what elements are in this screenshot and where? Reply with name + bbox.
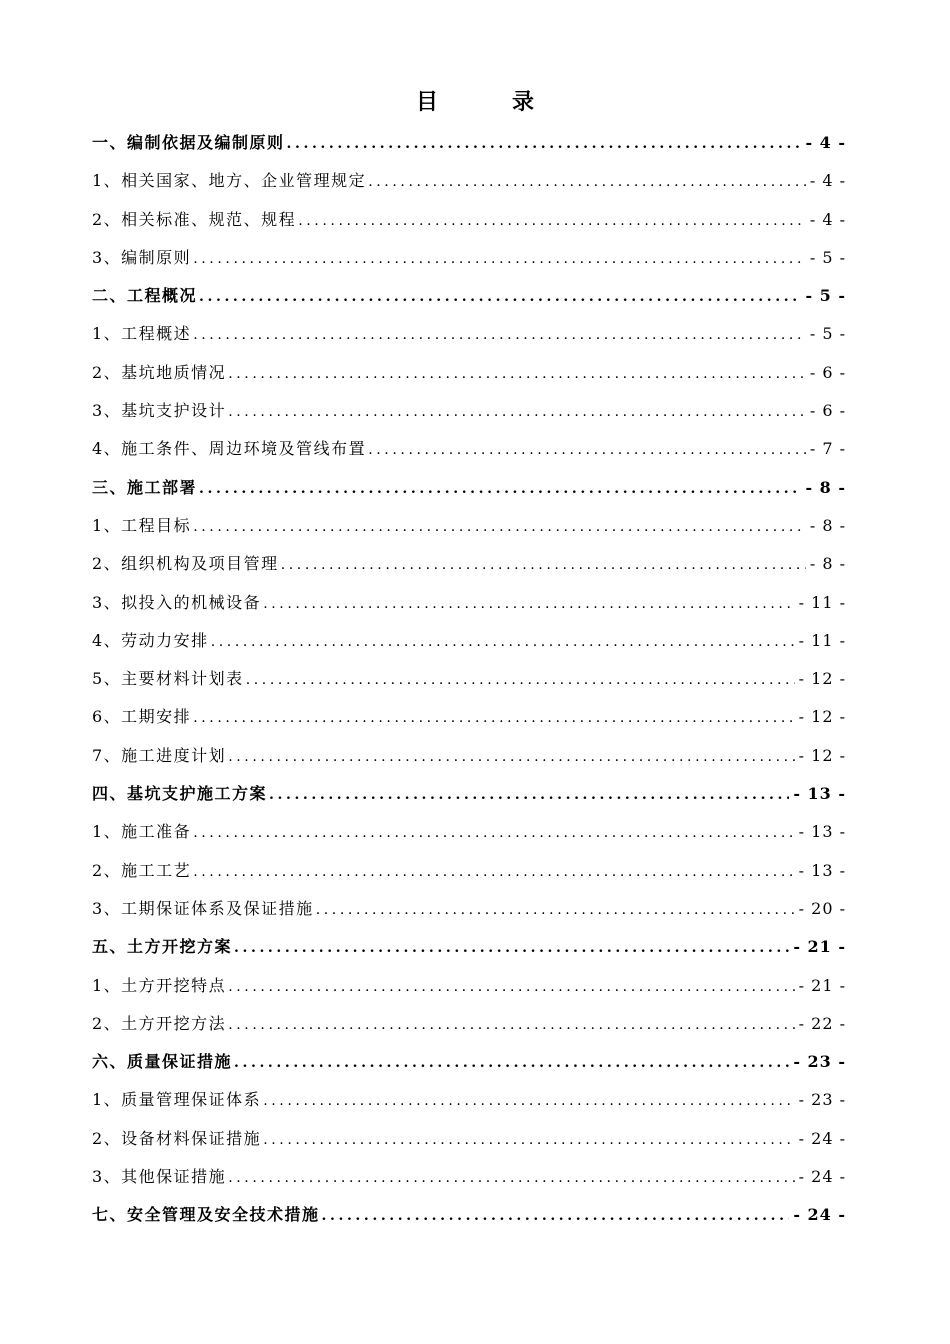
dot-leader: [316, 891, 795, 929]
dot-leader: [287, 125, 802, 163]
toc-subsection-entry[interactable]: [92, 507, 846, 545]
toc-subsection-entry[interactable]: [92, 1005, 846, 1043]
toc-page-number: - 21 -: [793, 937, 846, 957]
dot-leader: [228, 355, 806, 393]
dot-leader: [228, 1006, 794, 1044]
toc-page-number: - 23 -: [798, 1090, 846, 1110]
toc-entry-label: 1、质量管理保证体系: [92, 1090, 262, 1110]
toc-page-number: - 4 -: [809, 171, 846, 191]
toc-subsection-entry[interactable]: [92, 584, 846, 622]
toc-subsection-entry[interactable]: [92, 239, 846, 277]
toc-section-entry[interactable]: [92, 1043, 846, 1081]
toc-page-number: - 5 -: [809, 324, 846, 344]
toc-section-entry[interactable]: [92, 124, 846, 162]
toc-entry-label: 2、相关标准、规范、规程: [92, 209, 297, 229]
toc-entry-label: 2、组织机构及项目管理: [92, 554, 279, 574]
toc-entry-label: 五、土方开挖方案: [92, 937, 233, 957]
toc-entry-label: 2、土方开挖方法: [92, 1013, 227, 1033]
toc-entry-label: 六、质量保证措施: [92, 1052, 233, 1072]
toc-page-number: - 13 -: [798, 822, 846, 842]
toc-section-entry[interactable]: [92, 469, 846, 507]
toc-page-number: - 12 -: [798, 745, 846, 765]
dot-leader: [263, 585, 794, 623]
toc-page-number: - 11 -: [798, 630, 846, 650]
dot-leader: [263, 1121, 794, 1159]
toc-subsection-entry[interactable]: [92, 660, 846, 698]
dot-leader: [199, 470, 801, 508]
dot-leader: [246, 661, 795, 699]
toc-entry-label: 3、基坑支护设计: [92, 401, 227, 421]
toc-entry-label: 2、施工工艺: [92, 860, 192, 880]
toc-page-number: - 8 -: [809, 554, 846, 574]
toc-subsection-entry[interactable]: [92, 201, 846, 239]
toc-page-number: - 21 -: [798, 975, 846, 995]
dot-leader: [281, 546, 806, 584]
toc-subsection-entry[interactable]: [92, 354, 846, 392]
toc-entry-label: 2、设备材料保证措施: [92, 1128, 262, 1148]
dot-leader: [228, 393, 806, 431]
toc-page-number: - 8 -: [805, 477, 846, 497]
toc-page-number: - 24 -: [798, 1167, 846, 1187]
dot-leader: [234, 929, 789, 967]
dot-leader: [322, 1197, 790, 1235]
dot-leader: [228, 738, 794, 776]
toc-entry-label: 7、施工进度计划: [92, 745, 227, 765]
toc-page-number: - 6 -: [809, 362, 846, 382]
toc-page-number: - 7 -: [809, 439, 846, 459]
toc-entry-label: 4、施工条件、周边环境及管线布置: [92, 439, 367, 459]
toc-entry-label: 4、劳动力安排: [92, 630, 209, 650]
dot-leader: [211, 623, 795, 661]
toc-entry-label: 3、拟投入的机械设备: [92, 592, 262, 612]
toc-subsection-entry[interactable]: [92, 315, 846, 353]
toc-page-number: - 12 -: [798, 707, 846, 727]
dot-leader: [193, 814, 794, 852]
dot-leader: [298, 202, 806, 240]
toc-page-number: - 20 -: [798, 898, 846, 918]
dot-leader: [228, 968, 794, 1006]
toc-page-number: - 23 -: [793, 1052, 846, 1072]
toc-page-number: - 4 -: [809, 209, 846, 229]
toc-subsection-entry[interactable]: [92, 622, 846, 660]
toc-subsection-entry[interactable]: [92, 813, 846, 851]
toc-section-entry[interactable]: [92, 1196, 846, 1234]
toc-page-number: - 24 -: [793, 1205, 846, 1225]
toc-subsection-entry[interactable]: [92, 1158, 846, 1196]
toc-page-number: - 4 -: [805, 133, 846, 152]
toc-subsection-entry[interactable]: [92, 392, 846, 430]
toc-section-entry[interactable]: [92, 928, 846, 966]
toc-entry-label: 6、工期安排: [92, 707, 192, 727]
toc-subsection-entry[interactable]: [92, 162, 846, 200]
toc-entry-label: 2、基坑地质情况: [92, 362, 227, 382]
table-of-contents: [92, 124, 846, 1235]
toc-entry-label: 二、工程概况: [92, 286, 198, 306]
toc-entry-label: 3、工期保证体系及保证措施: [92, 898, 314, 918]
dot-leader: [269, 776, 789, 814]
toc-entry-label: 3、其他保证措施: [92, 1167, 227, 1187]
dot-leader: [193, 508, 806, 546]
toc-subsection-entry[interactable]: [92, 1120, 846, 1158]
toc-page-number: - 6 -: [809, 401, 846, 421]
toc-title: 目 录: [415, 89, 560, 115]
toc-subsection-entry[interactable]: [92, 890, 846, 928]
toc-page-number: - 24 -: [798, 1128, 846, 1148]
toc-entry-label: 三、施工部署: [92, 477, 198, 497]
toc-entry-label: 1、工程概述: [92, 324, 192, 344]
toc-page-number: - 22 -: [798, 1013, 846, 1033]
toc-page-number: - 5 -: [809, 247, 846, 267]
dot-leader: [234, 1044, 789, 1082]
dot-leader: [193, 853, 794, 891]
toc-subsection-entry[interactable]: [92, 967, 846, 1005]
dot-leader: [368, 431, 806, 469]
toc-subsection-entry[interactable]: [92, 698, 846, 736]
dot-leader: [199, 278, 801, 316]
toc-subsection-entry[interactable]: [92, 852, 846, 890]
dot-leader: [368, 163, 806, 201]
toc-entry-label: 3、编制原则: [92, 247, 192, 267]
toc-page-number: - 13 -: [798, 860, 846, 880]
toc-entry-label: 1、施工准备: [92, 822, 192, 842]
toc-subsection-entry[interactable]: [92, 1081, 846, 1119]
dot-leader: [193, 240, 806, 278]
toc-entry-label: 1、相关国家、地方、企业管理规定: [92, 171, 367, 191]
toc-entry-label: 一、编制依据及编制原则: [92, 133, 285, 152]
toc-page-number: - 5 -: [805, 286, 846, 306]
dot-leader: [228, 1159, 794, 1197]
dot-leader: [263, 1082, 794, 1120]
toc-entry-label: 1、工程目标: [92, 515, 192, 535]
toc-subsection-entry[interactable]: [92, 545, 846, 583]
toc-section-entry[interactable]: [92, 775, 846, 813]
toc-subsection-entry[interactable]: [92, 737, 846, 775]
toc-entry-label: 四、基坑支护施工方案: [92, 784, 268, 804]
dot-leader: [193, 316, 806, 354]
toc-page-number: - 12 -: [798, 669, 846, 689]
toc-page-number: - 8 -: [809, 515, 846, 535]
toc-page-number: - 11 -: [798, 592, 846, 612]
toc-section-entry[interactable]: [92, 277, 846, 315]
toc-entry-label: 1、土方开挖特点: [92, 975, 227, 995]
dot-leader: [193, 699, 794, 737]
toc-subsection-entry[interactable]: [92, 430, 846, 468]
toc-entry-label: 七、安全管理及安全技术措施: [92, 1205, 320, 1225]
toc-entry-label: 5、主要材料计划表: [92, 669, 244, 689]
toc-page-number: - 13 -: [793, 784, 846, 804]
